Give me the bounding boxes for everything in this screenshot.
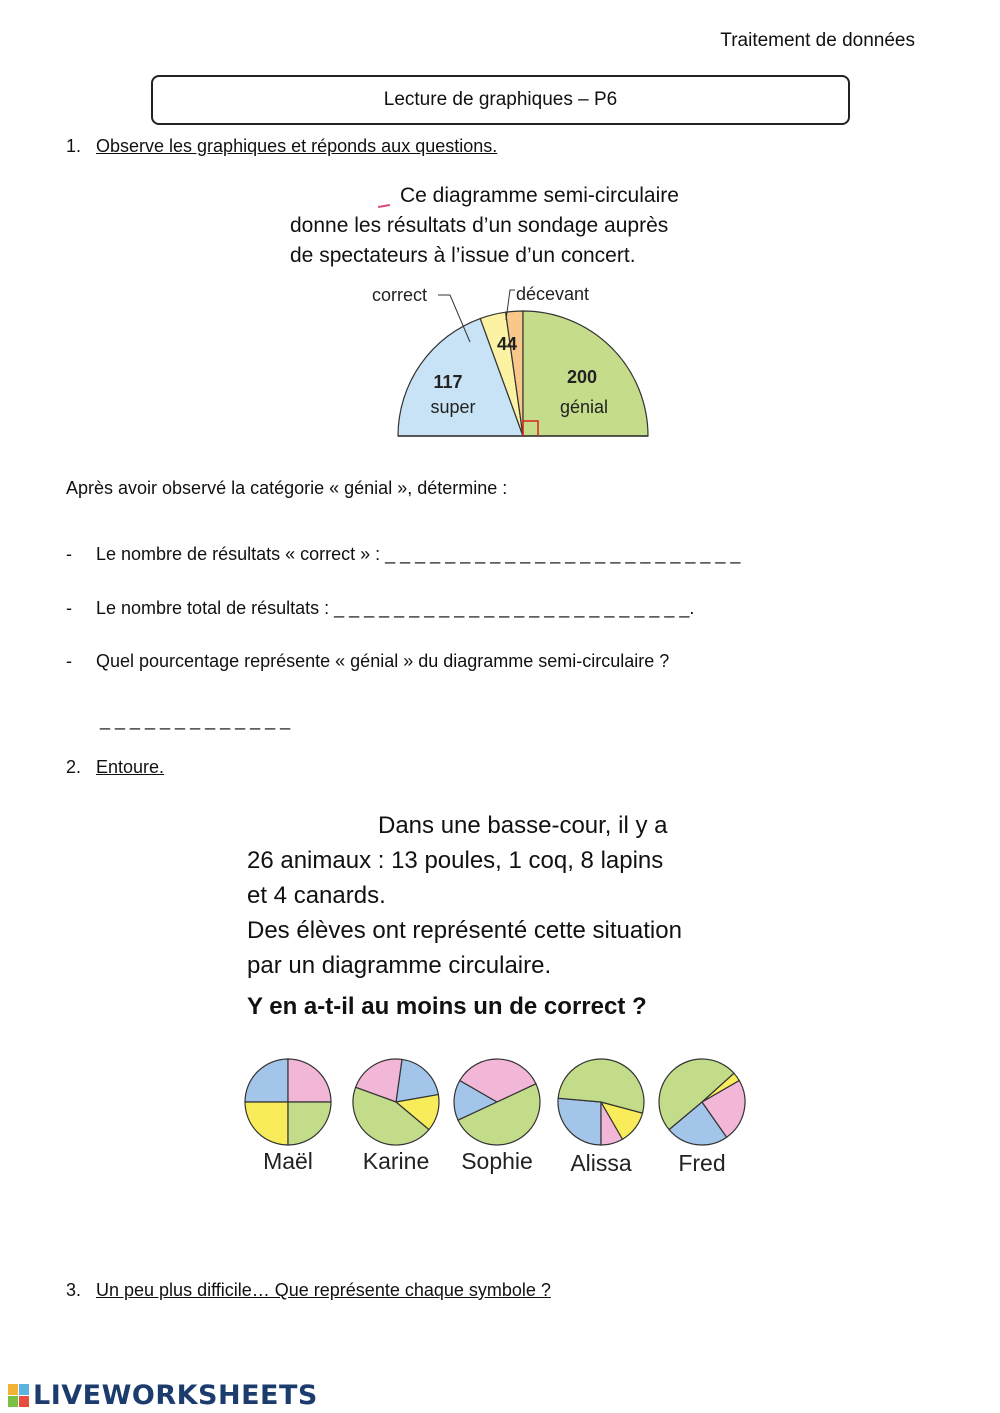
pie-label-karine: Karine — [362, 1148, 430, 1174]
pie-sophie[interactable] — [454, 1059, 540, 1145]
pie-mael-slice — [288, 1102, 331, 1145]
label-decevant: décevant — [516, 284, 590, 304]
semi-circle-chart — [360, 280, 680, 450]
pie-mael-slice — [288, 1059, 331, 1102]
percentage-answer-line[interactable]: _ _ _ _ _ _ _ _ _ _ _ _ _ — [100, 710, 291, 730]
problem-line-3: et 4 canards. — [247, 882, 386, 909]
question-3-instruction: Un peu plus difficile… Que représente chaque symbole ? — [96, 1280, 551, 1300]
bullet-dash: - — [66, 598, 72, 618]
question-2 — [66, 757, 766, 781]
document-category: Traitement de données — [720, 30, 915, 51]
bullet-total-count — [66, 598, 786, 622]
bullet-percentage — [66, 651, 786, 675]
brand-name: LIVEWORKSHEETS — [33, 1380, 318, 1411]
problem-line-1: Dans une basse-cour, il y a — [378, 812, 668, 839]
page-title — [151, 75, 850, 125]
student-pie-charts — [240, 1050, 760, 1180]
pie-mael-slice — [245, 1059, 288, 1102]
caption-line-2: donne les résultats d’un sondage auprès — [290, 214, 669, 237]
page-title-text: Lecture de graphiques – P6 — [383, 89, 618, 110]
bullet-text: Quel pourcentage représente « génial » du diagramme semi-circulaire ? — [96, 651, 670, 671]
pie-label-fred: Fred — [678, 1150, 726, 1176]
problem-line-2: 26 animaux : 13 poules, 1 coq, 8 lapins — [247, 847, 664, 874]
question-3 — [66, 1280, 766, 1304]
value-decevant: 44 — [496, 334, 518, 354]
question-1-number: 1. — [66, 136, 82, 156]
label-genial: génial — [559, 397, 609, 417]
brand-blocks-icon — [8, 1384, 30, 1408]
value-super: 117 — [433, 372, 463, 392]
bullet-dash: - — [66, 651, 72, 671]
pie-alissa-slice — [558, 1098, 601, 1145]
chart-1-caption — [290, 181, 679, 271]
bullet-correct-count — [66, 544, 786, 568]
pie-mael-slice — [245, 1102, 288, 1145]
farmyard-problem — [247, 808, 682, 1024]
pie-mael[interactable] — [245, 1059, 331, 1145]
problem-question: Y en a-t-il au moins un de correct ? — [247, 993, 647, 1020]
question-3-number: 3. — [66, 1280, 82, 1300]
pie-fred[interactable] — [659, 1059, 745, 1145]
pie-label-sophie: Sophie — [461, 1148, 533, 1174]
bullet-text: Le nombre de résultats « correct » : _ _ _ _ _ _ _ _ _ _ _ _ _ _ _ _ _ _ _ _ _ _ _ _ — [96, 544, 741, 564]
question-2-instruction: Entoure. — [96, 757, 165, 777]
pie-label-alissa: Alissa — [570, 1150, 632, 1176]
q1-prompt: Après avoir observé la catégorie « génial », détermine : — [66, 478, 508, 498]
bullet-dash: - — [66, 544, 72, 564]
problem-line-4: Des élèves ont représenté cette situation — [247, 917, 682, 944]
pie-alissa[interactable] — [558, 1059, 644, 1145]
liveworksheets-logo[interactable] — [8, 1380, 318, 1411]
question-2-number: 2. — [66, 757, 82, 777]
label-super: super — [430, 397, 476, 417]
label-correct: correct — [372, 285, 428, 305]
question-1 — [66, 136, 766, 160]
pie-label-mael: Maël — [263, 1148, 313, 1174]
problem-line-5: par un diagramme circulaire. — [247, 952, 552, 979]
caption-line-1: Ce diagramme semi-circulaire — [400, 184, 679, 207]
pie-karine[interactable] — [353, 1059, 439, 1145]
value-genial: 200 — [566, 367, 598, 387]
question-1-instruction: Observe les graphiques et réponds aux questions. — [96, 136, 498, 156]
caption-line-3: de spectateurs à l’issue d’un concert. — [290, 244, 636, 267]
bullet-text: Le nombre total de résultats : _ _ _ _ _ _ _ _ _ _ _ _ _ _ _ _ _ _ _ _ _ _ _ _. — [96, 598, 695, 618]
